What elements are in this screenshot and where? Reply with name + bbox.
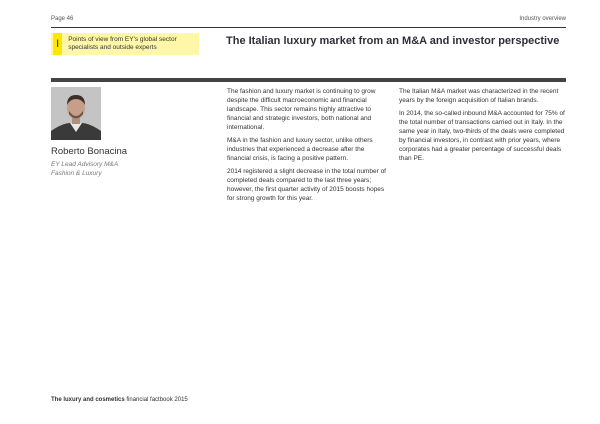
- page-title: The Italian luxury market from an M&A and investor perspective: [226, 35, 560, 47]
- page-number: Page 46: [51, 16, 74, 22]
- paragraph: In 2014, the so-called inbound M&A accounted for 75% of the total number of transactions carried out in Italy. In the same year in Italy, two-thirds of the deals were completed by financial investors, in contrast with prior years, where corporates had a greater percentage of successful deals than PE.: [399, 110, 565, 162]
- footer: [51, 397, 188, 403]
- paragraph: The Italian M&A market was characterized in the recent years by the foreign acquisition of Italian brands.: [399, 88, 559, 104]
- article-column-1: [227, 87, 389, 207]
- tag-marker: I: [53, 33, 62, 55]
- person-role: [51, 160, 118, 178]
- portrait-illustration: [51, 87, 101, 140]
- footer-subtitle: financial factbook 2015: [124, 397, 188, 403]
- person-name: Roberto Bonacina: [51, 146, 128, 157]
- section-label: Industry overview: [519, 16, 566, 22]
- article-column-2: [399, 87, 567, 167]
- portrait-photo: [51, 87, 101, 140]
- footer-title: The luxury and cosmetics: [51, 397, 125, 403]
- paragraph: 2014 registered a slight decrease in the total number of completed deals compared to the last three years; however, the first quarter activity of 2015 boosts hopes for strong growth for this year.: [227, 168, 386, 202]
- header-divider: [51, 27, 566, 28]
- paragraph: The fashion and luxury market is continuing to grow despite the difficult macroeconomic and financial landscape. This sector remains highly attractive to financial and strategic investors, both national and international.: [227, 88, 376, 131]
- person-practice: Fashion & Luxury: [51, 170, 102, 177]
- title-divider: [51, 78, 566, 82]
- paragraph: M&A in the fashion and luxury sector, unlike others industries that experienced a decrease after the financial crisis, is facing a positive pattern.: [227, 137, 373, 162]
- tag-text: Points of view from EY's global sector specialists and outside experts: [68, 36, 177, 51]
- person-title: EY Lead Advisory M&A: [51, 161, 119, 168]
- section-tag: [51, 33, 199, 55]
